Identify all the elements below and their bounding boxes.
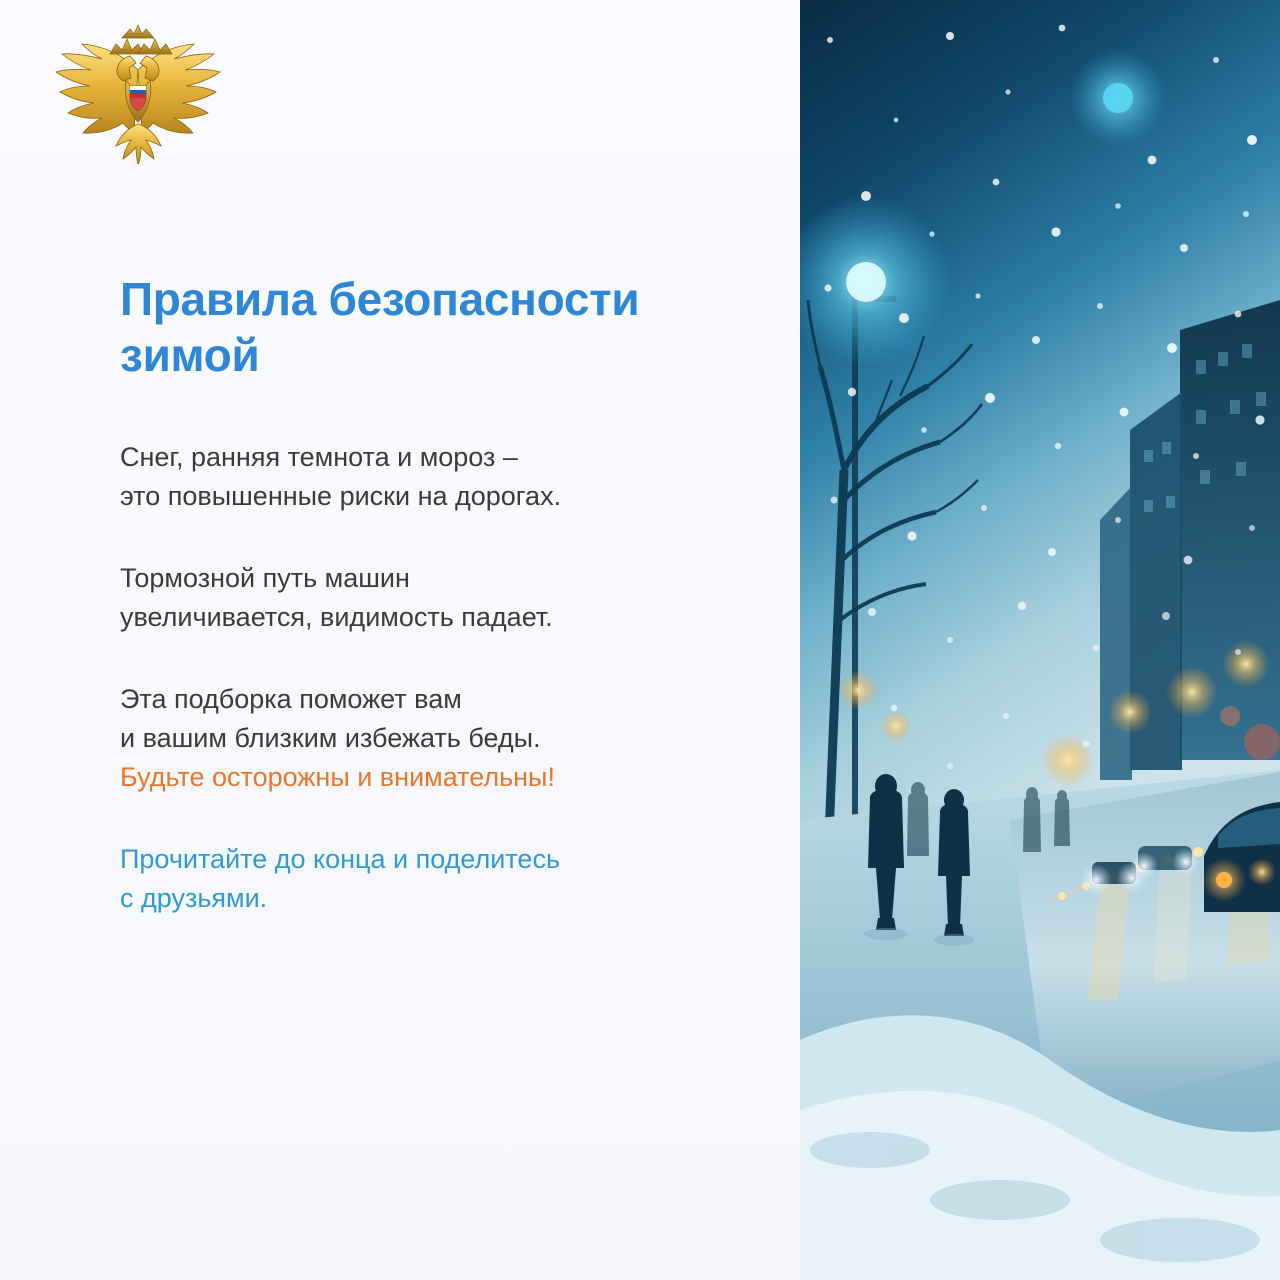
paragraph-share (120, 840, 760, 917)
paragraph-risks-line-2: это повышенные риски на дорогах. (120, 480, 562, 511)
paragraph-share-line-2: с друзьями. (120, 882, 268, 913)
paragraph-risks (120, 438, 760, 515)
page-title-line-1: Правила безопасности (120, 272, 640, 325)
russian-mvd-double-headed-eagle-emblem (18, 24, 258, 164)
page-title (120, 271, 740, 383)
page-title-line-2: зимой (120, 328, 260, 381)
paragraph-braking-line-1: Тормозной путь машин (120, 563, 410, 594)
paragraph-collection (120, 680, 760, 796)
paragraph-braking (120, 559, 760, 636)
paragraph-collection-line-2: и вашим близким избежать беды. (120, 723, 541, 754)
body-text (120, 438, 760, 917)
paragraph-collection-line-1: Эта подборка поможет вам (120, 684, 462, 715)
paragraph-risks-line-1: Снег, ранняя темнота и мороз – (120, 442, 518, 472)
warning-callout: Будьте осторожны и внимательны! (120, 761, 555, 792)
paragraph-braking-line-2: увеличивается, видимость падает. (120, 601, 553, 632)
winter-night-street-photo (800, 0, 1280, 1280)
paragraph-share-line-1: Прочитайте до конца и поделитесь (120, 844, 561, 875)
